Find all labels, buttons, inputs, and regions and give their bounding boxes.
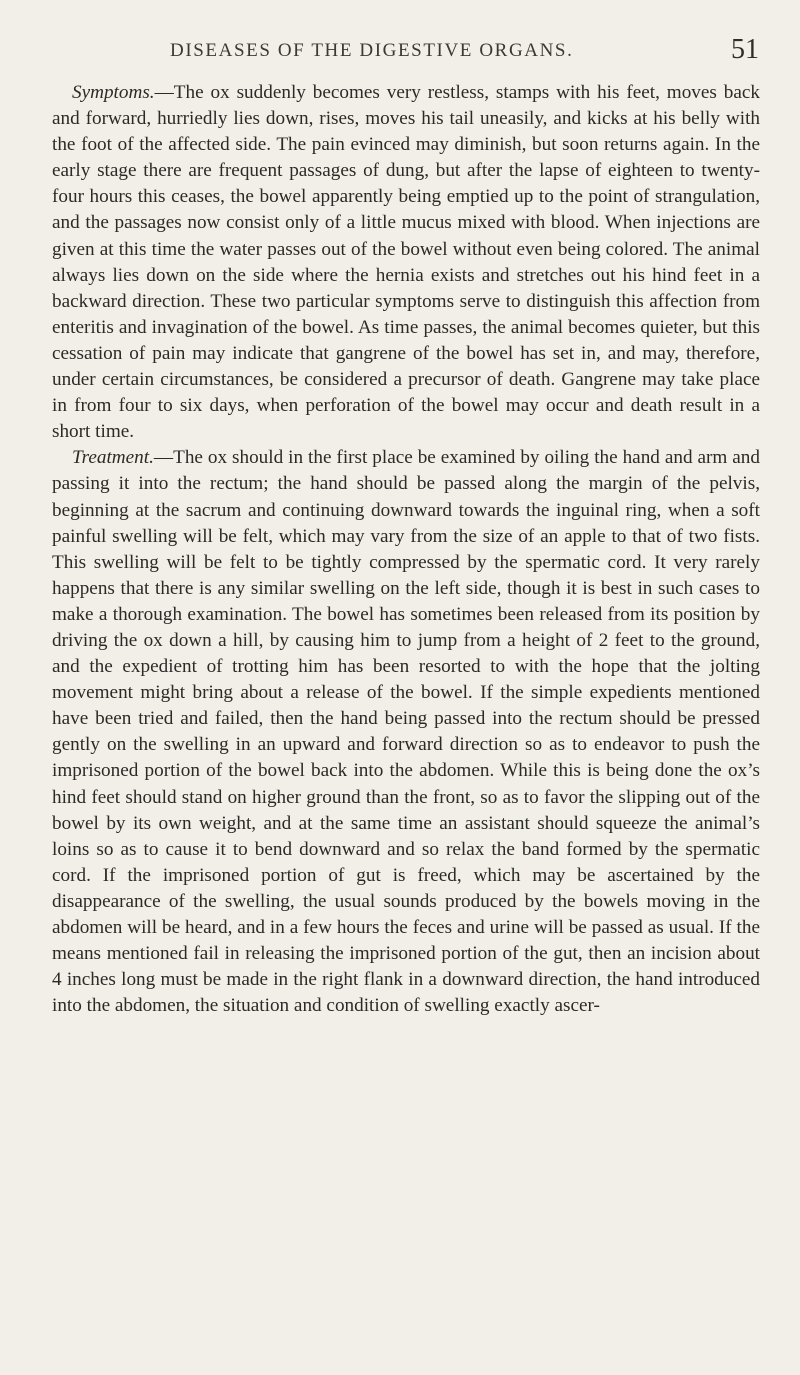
paragraph-treatment [52, 445, 760, 1019]
paragraph-heading-symptoms: Symptoms. [72, 82, 155, 103]
page-number: 51 [731, 34, 759, 65]
paragraph-text-symptoms: —The ox suddenly becomes very restless, stamps with his feet, moves back and forward, hurriedly lies down, rises, moves his tail uneasily, and kicks at his belly with the foot of the affected side. The pain evinced may diminish, but soon returns again. In the early stage there are frequent passages of dung, but after the lapse of eighteen to twenty-four hours this ceases, the bowel apparently being emptied up to the point of strangulation, and the passages now consist only of a little mucus mixed with blood. When injections are given at this time the water passes out of the bowel without even being colored. The animal always lies down on the side where the hernia exists and stretches out his hind feet in a backward direction. These two particular symptoms serve to distinguish this affection from enteritis and invagination of the bowel. As time passes, the animal becomes quieter, but this cessation of pain may indicate that gangrene of the bowel has set in, and may, therefore, under certain circumstances, be considered a precursor of death. Gangrene may take place in from four to six days, when perforation of the bowel may occur and death result in a short time. [52, 82, 760, 443]
running-head-title: DISEASES OF THE DIGESTIVE ORGANS. [170, 40, 574, 61]
paragraph-text-treatment: —The ox should in the first place be examined by oiling the hand and arm and passing it into the rectum; the hand should be passed along the margin of the pelvis, beginning at the sacrum and continuing downward towards the inguinal ring, when a soft painful swelling will be felt, which may vary from the size of an apple to that of two fists. This swelling will be felt to be tightly compressed by the spermatic cord. It very rarely happens that there is any similar swelling on the left side, though it is best in such cases to make a thorough examination. The bowel has sometimes been released from its position by driving the ox down a hill, by causing him to jump from a height of 2 feet to the ground, and the expedient of trotting him has been resorted to with the hope that the jolting movement might bring about a release of the bowel. If the simple expedients mentioned have been tried and failed, then the hand being passed into the rectum should be pressed gently on the swelling in an upward and forward direction so as to endeavor to push the imprisoned portion of the bowel back into the abdomen. While this is being done the ox’s hind feet should stand on higher ground than the front, so as to favor the slipping out of the bowel by its own weight, and at the same time an assistant should squeeze the animal’s loins so as to cause it to bend downward and so relax the band formed by the spermatic cord. If the imprisoned portion of gut is freed, which may be ascertained by the disappearance of the swelling, the usual sounds produced by the bowels moving in the abdomen will be heard, and in a few hours the feces and urine will be passed as usual. If the means mentioned fail in releasing the imprisoned portion of the gut, then an incision about 4 inches long must be made in the right flank in a downward direction, the hand introduced into the abdomen, the situation and condition of swelling exactly ascer- [52, 447, 760, 1017]
body-text [52, 80, 760, 1019]
paragraph-heading-treatment: Treatment. [72, 447, 154, 469]
paragraph-symptoms [52, 80, 760, 445]
running-head [0, 34, 800, 70]
